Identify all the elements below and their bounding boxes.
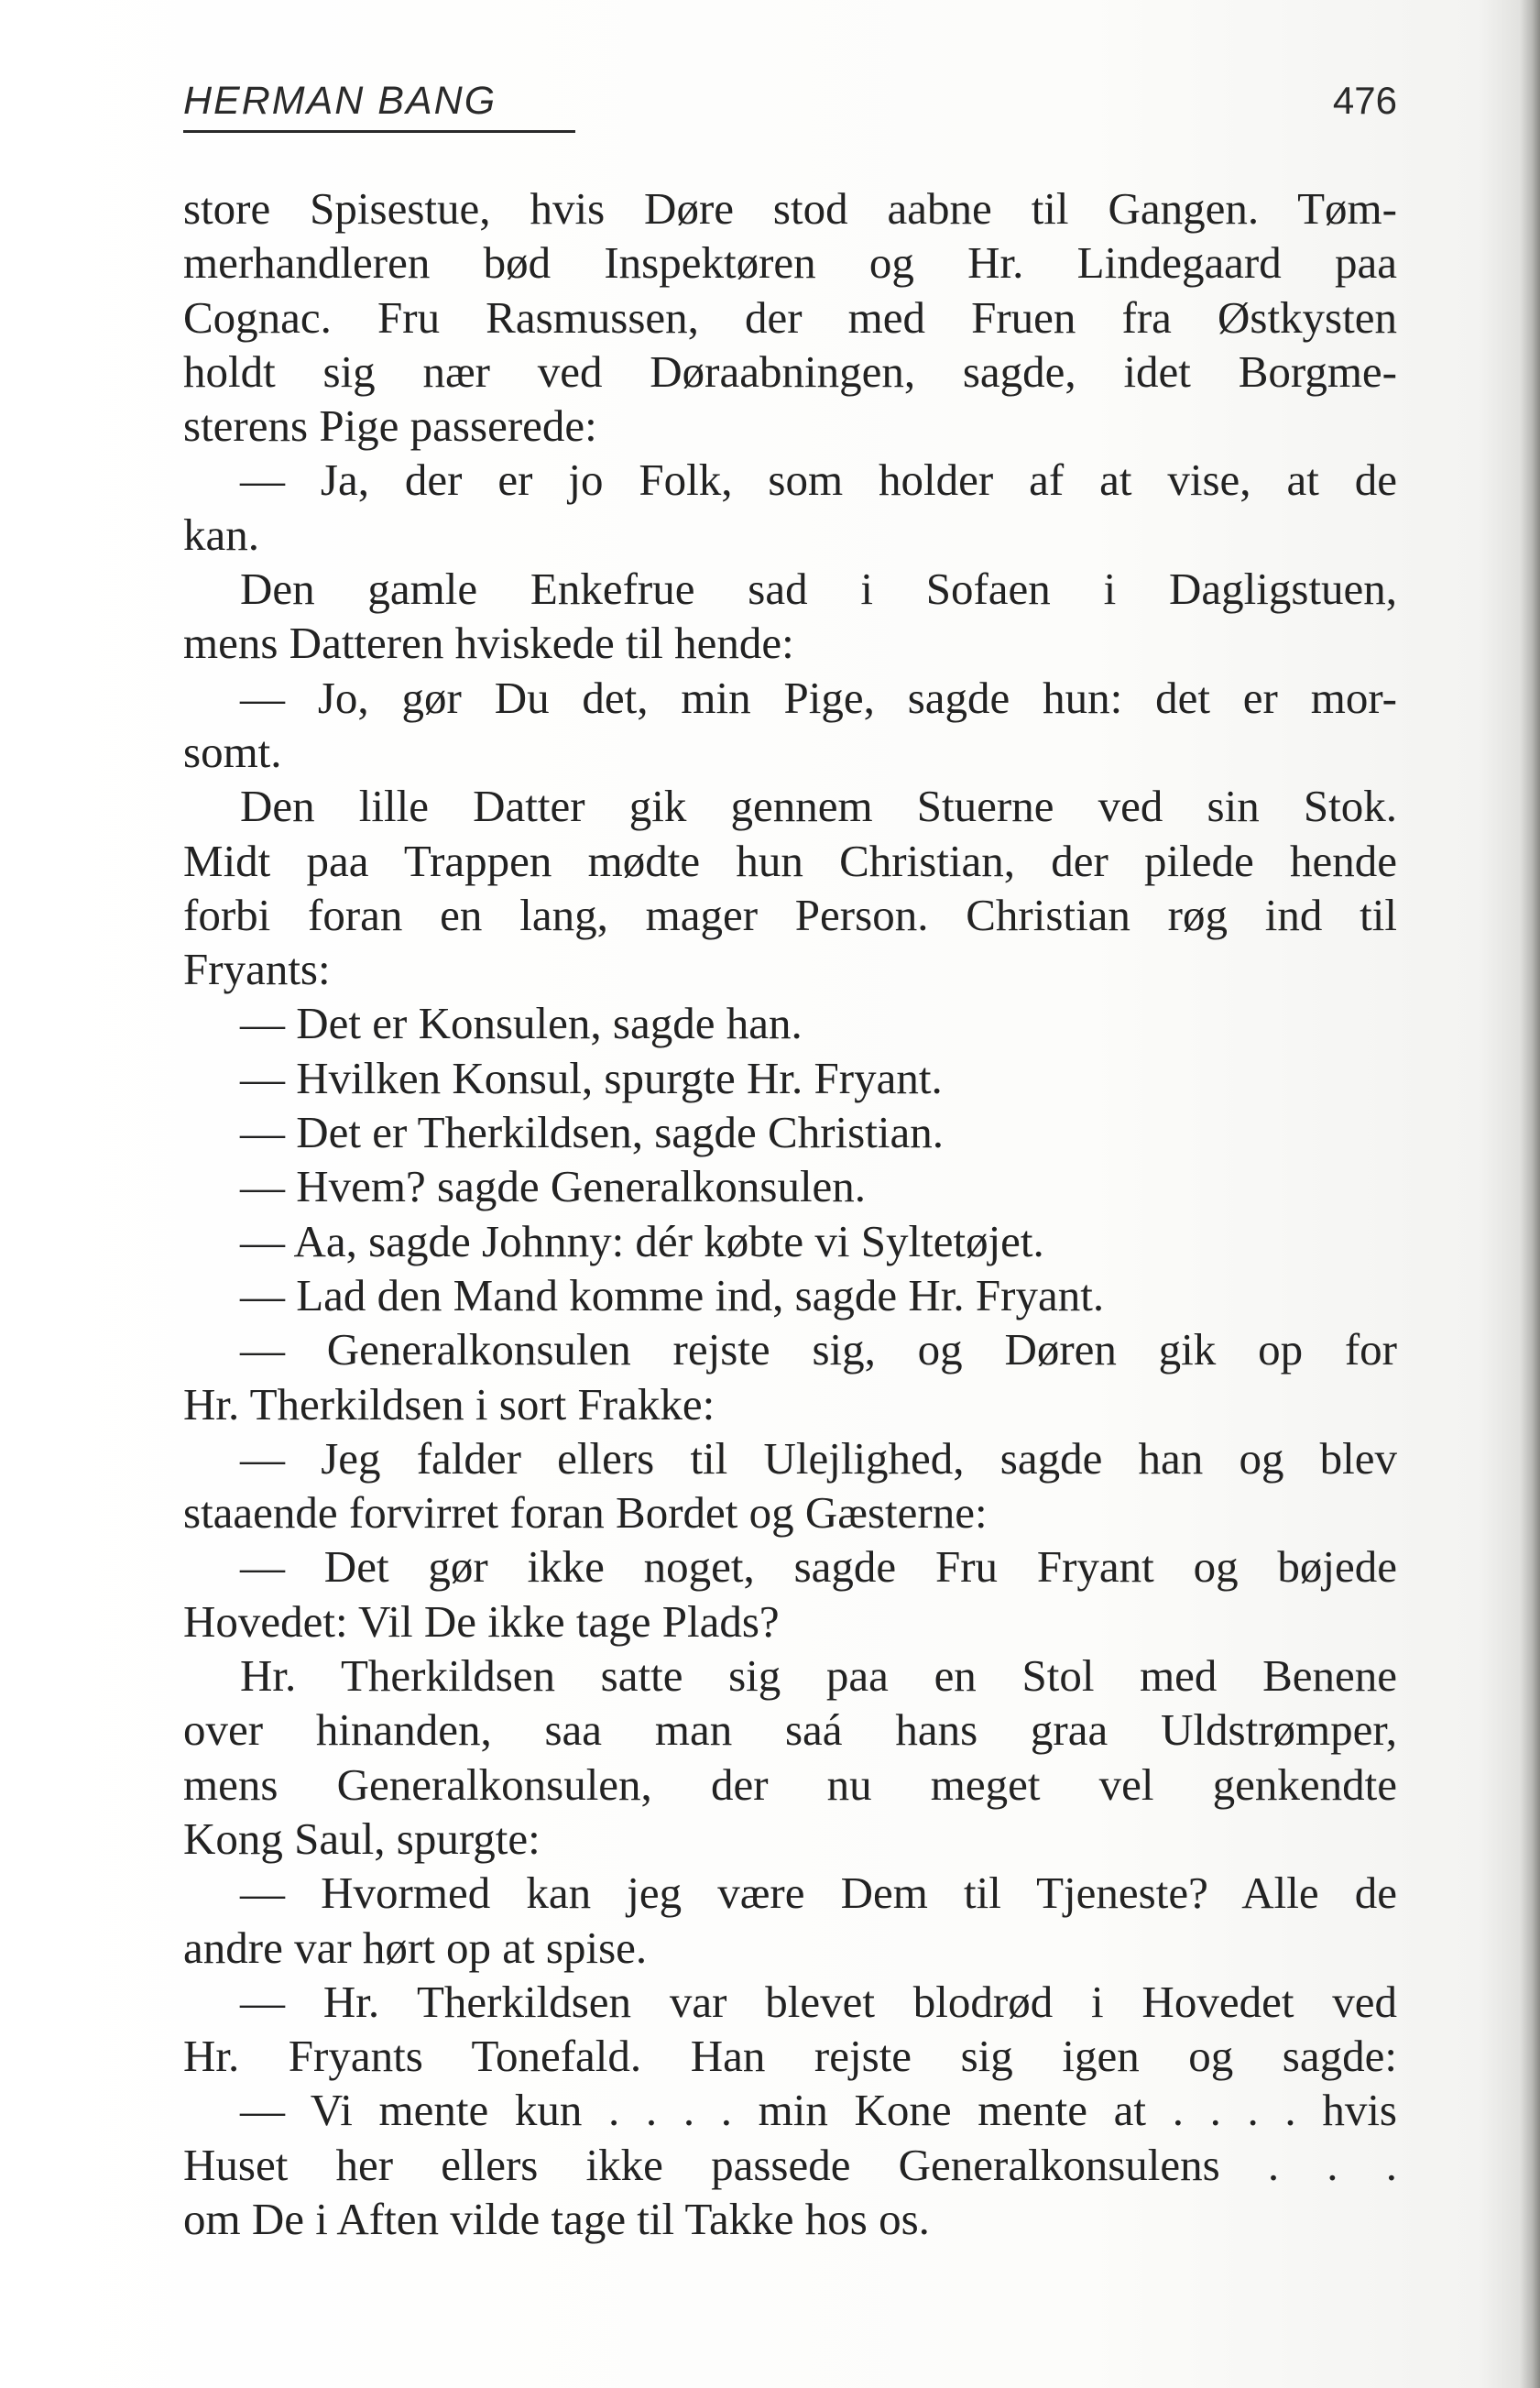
text-line: — Jo, gør Du det, min Pige, sagde hun: det er mor- <box>240 672 1397 723</box>
text-line: Fryants: <box>183 944 331 995</box>
text-line: — Det er Konsulen, sagde han. <box>240 998 803 1049</box>
running-title: HERMAN BANG <box>183 79 497 123</box>
text-line: store Spisestue, hvis Døre stod aabne til Gangen. Tøm- <box>183 183 1397 234</box>
text-line: Cognac. Fru Rasmussen, der med Fruen fra Østkysten <box>183 291 1397 343</box>
text-line: — Generalkonsulen rejste sig, og Døren gik op for <box>240 1324 1397 1375</box>
text-line: sterens Pige passerede: <box>183 400 597 452</box>
body-text <box>183 181 1397 2246</box>
text-line: — Hvilken Konsul, spurgte Hr. Fryant. <box>240 1052 943 1103</box>
text-line: staaende forvirret foran Bordet og Gæsterne: <box>183 1487 988 1539</box>
text-line: mens Generalkonsulen, der nu meget vel genkendte <box>183 1758 1397 1810</box>
text-line: merhandleren bød Inspektøren og Hr. Lindegaard paa <box>183 237 1397 289</box>
text-line: somt. <box>183 726 282 777</box>
text-line: — Vi mente kun . . . . min Kone mente at . . . . hvis <box>240 2085 1397 2136</box>
text-line: Hr. Therkildsen i sort Frakke: <box>183 1378 715 1430</box>
text-line: — Hvormed kan jeg være Dem til Tjeneste? Alle de <box>240 1868 1397 1919</box>
text-line: — Hvem? sagde Generalkonsulen. <box>240 1161 867 1212</box>
page-edge-shadow <box>1520 0 1540 2388</box>
text-line: Huset her ellers ikke passede Generalkonsulens . . . <box>183 2139 1397 2190</box>
text-line: — Ja, der er jo Folk, som holder af at vise, at de <box>240 455 1397 506</box>
page-number: 476 <box>1332 79 1397 122</box>
running-title-underline <box>183 130 575 133</box>
text-line: — Det er Therkildsen, sagde Christian. <box>240 1107 944 1158</box>
text-line: Den lille Datter gik gennem Stuerne ved sin Stok. <box>240 781 1397 832</box>
text-line: mens Datteren hviskede til hende: <box>183 618 794 669</box>
text-line: forbi foran en lang, mager Person. Christian røg ind til <box>183 889 1397 940</box>
text-line: Hr. Therkildsen satte sig paa en Stol med Benene <box>240 1650 1397 1702</box>
text-line: Hr. Fryants Tonefald. Han rejste sig igen og sagde: <box>183 2031 1397 2082</box>
text-line: Midt paa Trappen mødte hun Christian, der pilede hende <box>183 835 1397 886</box>
text-line: — Det gør ikke noget, sagde Fru Fryant og bøjede <box>240 1541 1397 1593</box>
page-header <box>183 79 1397 134</box>
text-line: Hovedet: Vil De ikke tage Plads? <box>183 1595 780 1647</box>
text-line: Kong Saul, spurgte: <box>183 1813 541 1864</box>
text-line: — Hr. Therkildsen var blevet blodrød i Hovedet ved <box>240 1976 1397 2027</box>
text-line: andre var hørt op at spise. <box>183 1922 648 1973</box>
text-line: Den gamle Enkefrue sad i Sofaen i Dagligstuen, <box>240 564 1397 615</box>
text-line: over hinanden, saa man saá hans graa Uldstrømper, <box>183 1704 1397 1756</box>
text-line: — Lad den Mand komme ind, sagde Hr. Fryant. <box>240 1269 1105 1320</box>
text-line: — Jeg falder ellers til Ulejlighed, sagde han og blev <box>240 1432 1397 1484</box>
text-line: kan. <box>183 509 259 560</box>
text-line: holdt sig nær ved Døraabningen, sagde, idet Borgme- <box>183 345 1397 397</box>
text-line: om De i Aften vilde tage til Takke hos os. <box>183 2193 930 2244</box>
text-line: — Aa, sagde Johnny: dér købte vi Syltetøjet. <box>240 1215 1044 1266</box>
